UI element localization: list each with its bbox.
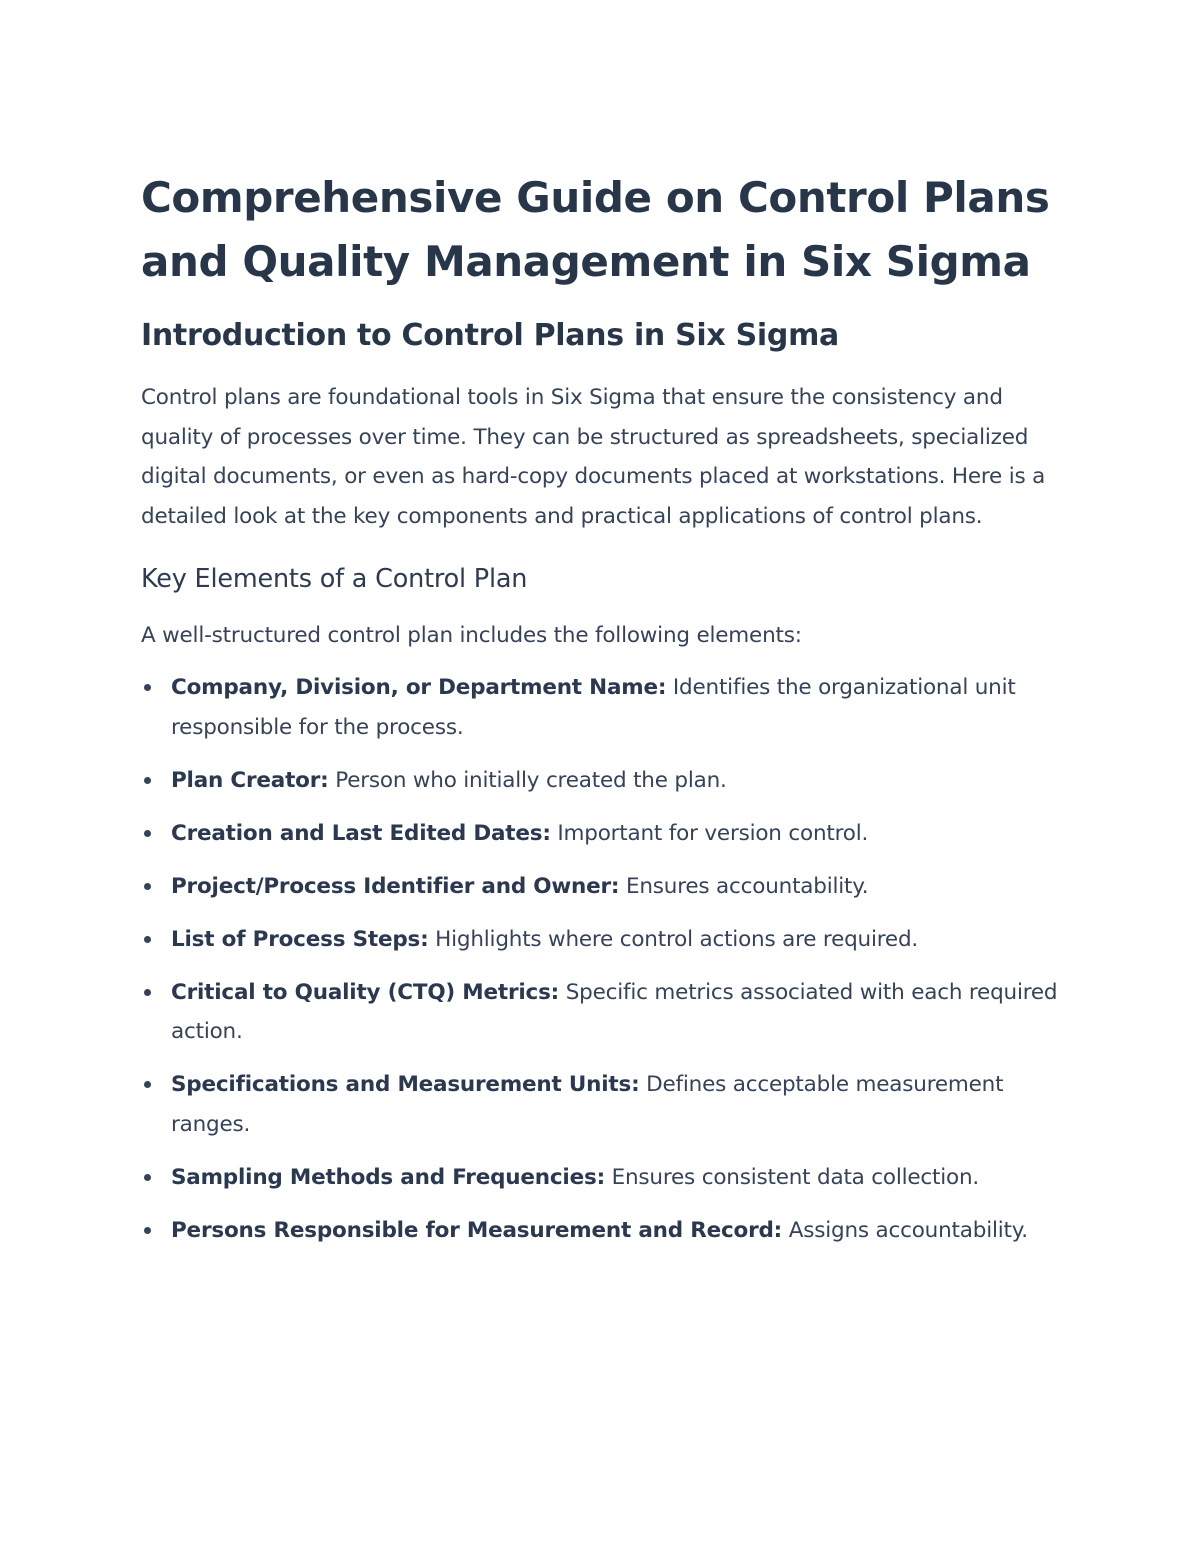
list-item-description: Assigns accountability.: [788, 1217, 1028, 1243]
list-item-term: Persons Responsible for Measurement and Record:: [171, 1217, 783, 1243]
list-item-term: Company, Division, or Department Name:: [171, 675, 667, 700]
bullet-icon: [144, 1227, 151, 1234]
list-item-description: Ensures consistent data collection.: [611, 1164, 980, 1190]
list-item-term: Creation and Last Edited Dates:: [171, 820, 551, 846]
list-item-description: Specific metrics associated with each required action.: [171, 979, 1058, 1044]
document-title: Comprehensive Guide on Control Plans and Quality Management in Six Sigma: [141, 173, 1050, 286]
subsection-heading: Key Elements of a Control Plan: [141, 564, 528, 594]
list-item-term: Critical to Quality (CTQ) Metrics:: [171, 979, 560, 1005]
bullet-icon: [144, 830, 151, 837]
list-item-term: Sampling Methods and Frequencies:: [171, 1164, 605, 1190]
elements-list: [141, 668, 1071, 1250]
section-heading: Introduction to Control Plans in Six Sigma: [141, 318, 839, 353]
bullet-icon: [144, 883, 151, 890]
list-item: [141, 814, 1071, 854]
list-item-term: Plan Creator:: [171, 767, 329, 793]
list-item: [141, 867, 1071, 907]
document-page: [141, 166, 1071, 1264]
list-item-term: Specifications and Measurement Units:: [171, 1072, 640, 1097]
list-item-term: List of Process Steps:: [171, 926, 429, 952]
list-item: [141, 1158, 1071, 1198]
bullet-icon: [144, 684, 151, 691]
list-item: [141, 668, 1071, 747]
bullet-icon: [144, 1174, 151, 1181]
list-item: [141, 973, 1071, 1052]
bullet-icon: [144, 777, 151, 784]
intro-paragraph: Control plans are foundational tools in Six Sigma that ensure the consistency and quality of processes over time. They can be structured as spreadsheets, specialized digital documents, or even as hard-copy documents placed at workstations. Here is a detailed look at the key components and practical applications of control plans.: [141, 385, 1046, 529]
bullet-icon: [144, 1081, 151, 1088]
list-item: [141, 1211, 1071, 1251]
list-item-description: Important for version control.: [557, 820, 869, 846]
bullet-icon: [144, 936, 151, 943]
list-item: [141, 761, 1071, 801]
lead-sentence: A well-structured control plan includes the following elements:: [141, 623, 802, 648]
list-item: [141, 920, 1071, 960]
list-item-description: Defines acceptable measurement ranges.: [171, 1072, 1004, 1137]
bullet-icon: [144, 989, 151, 996]
list-item-description: Ensures accountability.: [625, 873, 869, 899]
list-item-description: Person who initially created the plan.: [335, 767, 727, 793]
list-item-term: Project/Process Identifier and Owner:: [171, 873, 620, 899]
list-item-description: Identifies the organizational unit responsible for the process.: [171, 675, 1016, 740]
list-item: [141, 1065, 1071, 1144]
list-item-description: Highlights where control actions are required.: [435, 926, 919, 952]
